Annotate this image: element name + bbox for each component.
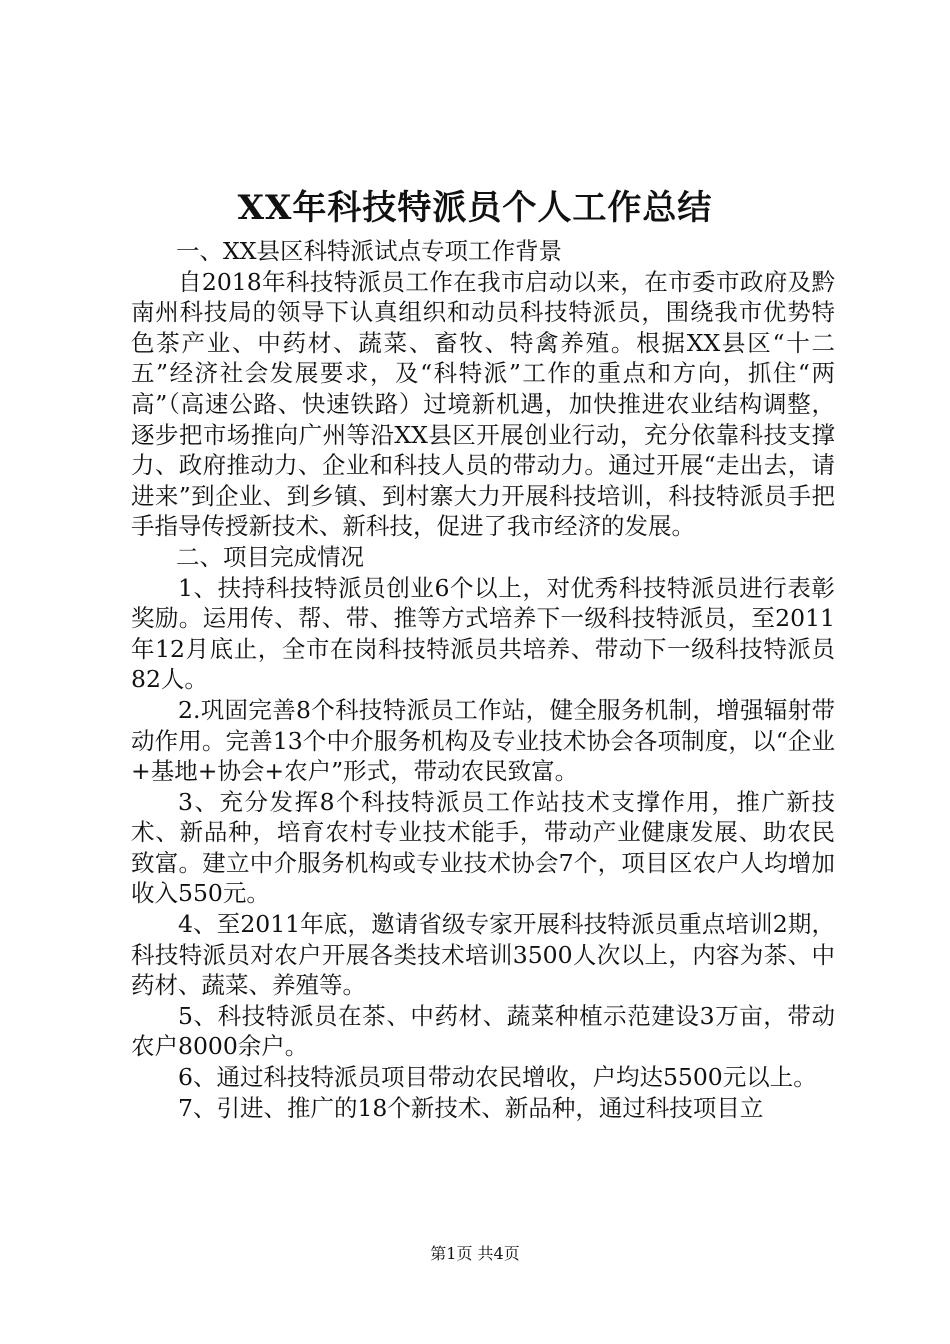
section-heading-background: 一、XX县区科特派试点专项工作背景	[176, 237, 562, 265]
paragraph-item-2: 2.巩固完善8个科技特派员工作站，健全服务机制，增强辐射带动作用。完善13个中介服务机构及专业技术协会各项制度，以“企业+基地+协会+农户”形式，带动农民致富。	[131, 695, 835, 786]
section-heading-completion: 二、项目完成情况	[176, 542, 364, 571]
paragraph-background: 自2018年科技特派员工作在我市启动以来，在市委市政府及黔南州科技局的领导下认真组织和动员科技特派员，围绕我市优势特色茶产业、中药材、蔬菜、畜牧、特禽养殖。根据XX县区“十二五”经济社会发展要求，及“科特派”工作的重点和方向，抓住“两高”（高速公路、快速铁路）过境新机遇，加快推进农业结构调整，逐步把市场推向广州等沿XX县区开展创业行动，充分依靠科技支撑力、政府推动力、企业和科技人员的带动力。通过开展“走出去，请进来”到企业、到乡镇、到村寨大力开展科技培训，科技特派员手把手指导传授新技术、新科技，促进了我市经济的发展。	[131, 267, 835, 541]
paragraph-item-7: 7、引进、推广的18个新技术、新品种，通过科技项目立	[178, 1093, 764, 1122]
paragraph-item-6: 6、通过科技特派员项目带动农民增收，户均达5500元以上。	[178, 1063, 817, 1092]
document-title: XX年科技特派员个人工作总结	[237, 188, 713, 228]
paragraph-item-4: 4、至2011年底，邀请省级专家开展科技特派员重点培训2期，科技特派员对农户开展各类技术培训3500人次以上，内容为茶、中药材、蔬菜、养殖等。	[131, 910, 835, 1000]
document-body	[131, 236, 835, 1123]
paragraph-item-1: 1、扶持科技特派员创业6个以上，对优秀科技特派员进行表彰奖励。运用传、帮、带、推等方式培养下一级科技特派员，至2011年12月底止，全市在岗科技特派员共培养、带动下一级科技特派员82人。	[131, 573, 835, 694]
paragraph-item-5: 5、科技特派员在茶、中药材、蔬菜种植示范建设3万亩，带动农户8000余户。	[131, 1001, 835, 1061]
paragraph-item-3: 3、充分发挥8个科技特派员工作站技术支撑作用，推广新技术、新品种，培育农村专业技术能手，带动产业健康发展、助农民致富。建立中介服务机构或专业技术协会7个，项目区农户人均增加收入550元。	[131, 787, 835, 908]
page-footer: 第1页 共4页	[430, 1244, 520, 1263]
